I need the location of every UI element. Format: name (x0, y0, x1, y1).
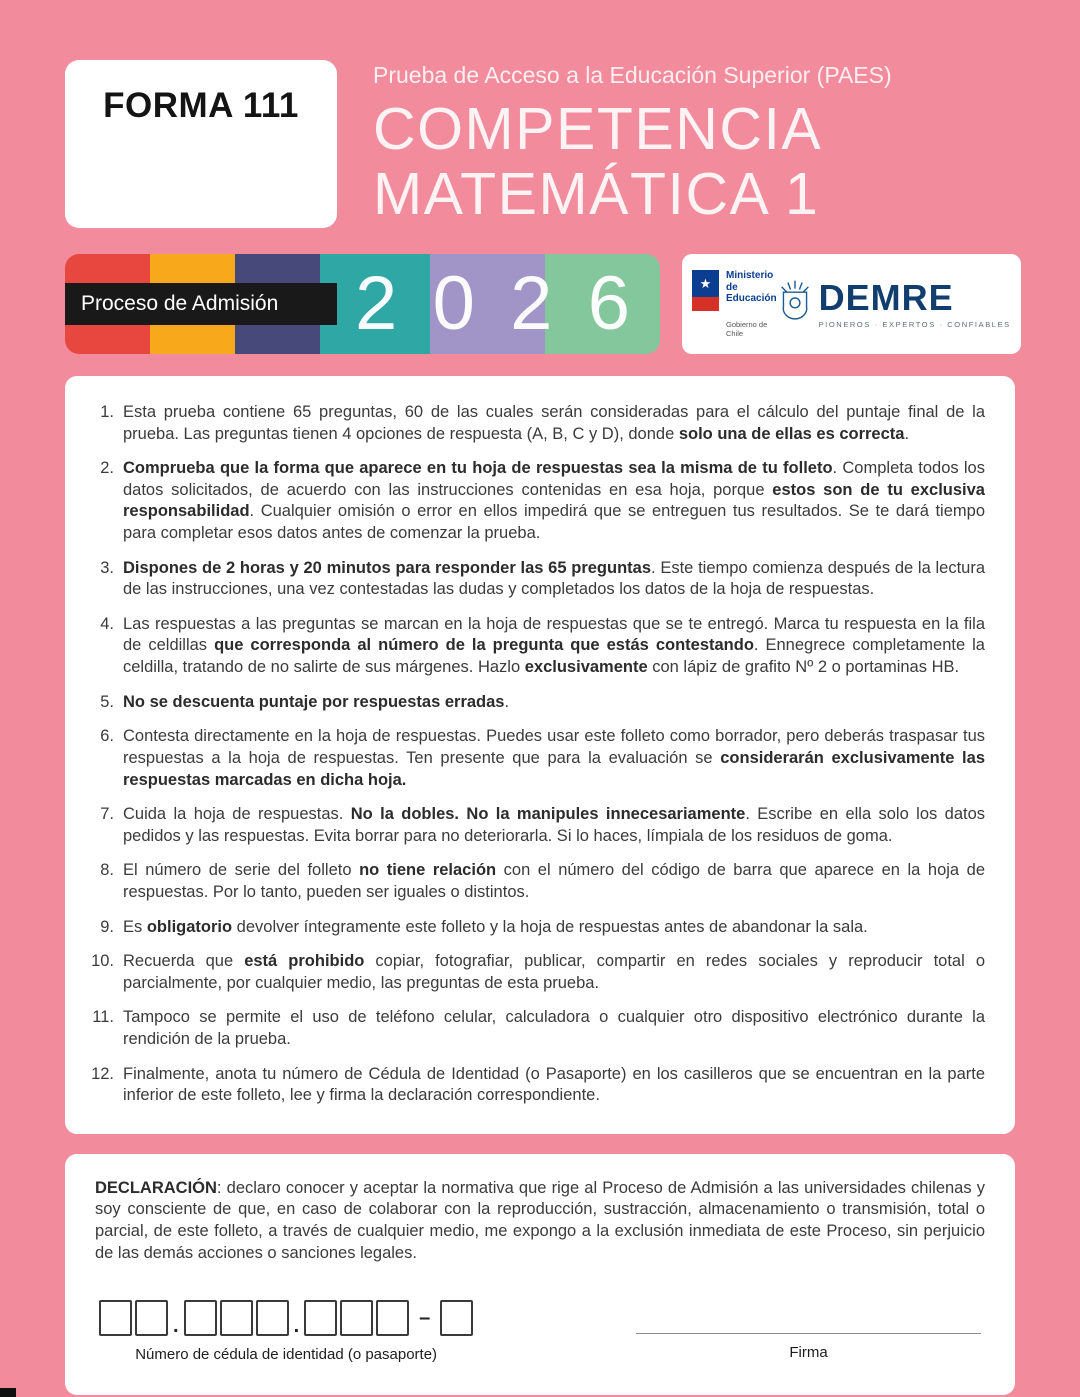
instruction-text (123, 402, 985, 445)
instruction-number: 4. (100, 614, 114, 633)
instruction-item (89, 1064, 985, 1107)
instruction-text (123, 614, 985, 679)
logos-box (682, 254, 1021, 354)
instructions-list (89, 402, 985, 1107)
text-segment: Recuerda que (123, 952, 245, 971)
instruction-item (89, 860, 985, 903)
admission-process-bar (65, 283, 337, 325)
text-segment: exclusivamente (524, 658, 648, 677)
instruction-number: 5. (100, 692, 114, 711)
instruction-number: 8. (100, 861, 114, 880)
id-area (99, 1300, 473, 1365)
title-block (373, 60, 892, 227)
instructions-panel (65, 376, 1015, 1134)
text-segment: : declaro conocer y aceptar la normativa que rige al Proceso de Admisión a las universidades chilenas y soy consciente de que, en caso de colaborar con la reproducción, sustracción, almacenamiento o transmisión, total o parcial, de este folleto, a través de cualquier medio, me expongo a la exclusión inmediata de este Proceso, sin perjuicio de las demás acciones o sanciones legales. (95, 1178, 985, 1262)
demre-logo (777, 278, 1011, 331)
admission-process-label: Proceso de Admisión (81, 292, 279, 315)
instruction-text (123, 917, 985, 939)
declaration-text (95, 1178, 985, 1264)
text-segment: Cuida la hoja de respuestas. (123, 805, 351, 824)
instruction-text (123, 804, 985, 847)
text-segment: . (904, 424, 910, 443)
banner-row (65, 254, 1015, 354)
instruction-number: 1. (100, 403, 114, 421)
id-separator: . (293, 1315, 300, 1338)
text-segment: . Completa todos los datos solicitados, de acuerdo con las instrucciones contenidas en esa hoja, porque (123, 459, 985, 499)
print-registration-mark (0, 1388, 16, 1397)
instruction-item (89, 1007, 985, 1050)
text-segment: Dispones de 2 horas y 20 minutos para responder las 65 preguntas (123, 558, 652, 577)
text-segment: Las respuestas a las preguntas se marcan en la hoja de respuestas que se te entregó. Marca tu respuesta en la fila de celdillas (123, 614, 985, 655)
id-digit-box[interactable] (340, 1300, 373, 1336)
id-digit-box[interactable] (99, 1300, 132, 1336)
instruction-number: 3. (100, 558, 114, 577)
mineduc-subtitle: Gobierno de Chile (726, 320, 768, 339)
instruction-number: 6. (100, 727, 114, 746)
instruction-text (123, 726, 985, 791)
instruction-text (123, 1064, 985, 1107)
id-digit-box[interactable] (184, 1300, 217, 1336)
instruction-item (89, 951, 985, 994)
title-line-1: COMPETENCIA (373, 96, 823, 162)
signature-line[interactable] (636, 1333, 981, 1334)
declaration-panel (65, 1154, 1015, 1395)
instruction-number: 11. (92, 1008, 114, 1027)
text-segment: . Este tiempo comienza después de la lectura de las instrucciones, una vez contestadas las dudas y completados los datos de la hoja de respuestas. (123, 558, 986, 599)
id-separator: – (419, 1307, 431, 1330)
text-segment: está prohibido (244, 952, 365, 971)
instruction-item (89, 917, 985, 939)
text-segment: considerarán exclusivamente las respuestas marcadas en dicha hoja. (123, 748, 985, 789)
year-digit: 6 (587, 261, 630, 346)
instruction-number: 12. (91, 1064, 114, 1083)
text-segment: Esta prueba contiene 65 preguntas, 60 de las cuales serán consideradas para el cálculo del puntaje final de la prueba. Las preguntas tienen 4 opciones de respuesta (A, B, C y D), donde (123, 403, 985, 443)
id-digit-box[interactable] (220, 1300, 253, 1336)
text-segment: Contesta directamente en la hoja de respuestas. Puedes usar este folleto como borrador, pero deberás traspasar tus respuestas a la hoja de respuestas. Ten presente que para la evaluación se (123, 727, 985, 767)
instruction-number: 10. (91, 952, 114, 971)
text-segment: No se descuenta puntaje por respuestas erradas (123, 692, 505, 711)
id-digit-box[interactable] (440, 1300, 473, 1336)
instruction-item (89, 614, 985, 679)
mineduc-logo (692, 270, 777, 338)
text-segment: con el número del código de barra que aparece en la hoja de respuestas. Por lo tanto, pueden ser iguales o distintos. (123, 861, 985, 901)
text-segment: . Ennegrece completamente la celdilla, tratando de no salirte de sus márgenes. Hazlo (123, 636, 985, 677)
text-segment: Es (123, 917, 147, 936)
paes-subtitle: Prueba de Acceso a la Educación Superior (PAES) (373, 62, 892, 88)
instruction-item (89, 402, 985, 445)
text-segment: . Cualquier omisión o error en ellos impedirá que se entreguen tus resultados. Se te dará tiempo para completar esos datos antes de comenzar la prueba. (123, 502, 985, 543)
demre-name: DEMRE (818, 276, 954, 318)
text-segment: . Escribe en ella solo los datos pedidos y las respuestas. Evita borrar para no deteriorarla. Si lo haces, límpiala de los residuos de goma. (123, 805, 986, 845)
instruction-text (123, 1007, 985, 1050)
text-segment: Tampoco se permite el uso de teléfono celular, calculadora o cualquier otro dispositivo electrónico durante la rendición de la prueba. (123, 1008, 985, 1049)
text-segment: . (504, 692, 510, 711)
instruction-item (89, 726, 985, 791)
text-segment: solo una de ellas es correcta (678, 424, 905, 443)
title-line-2: MATEMÁTICA 1 (373, 160, 820, 227)
flag-red-band (692, 297, 719, 311)
text-segment: Finalmente, anota tu número de Cédula de Identidad (o Pasaporte) en los casilleros que se encuentran en la parte inferior de este folleto, lee y firma la declaración correspondiente. (123, 1064, 985, 1105)
signature-area (636, 1333, 981, 1365)
signature-label: Firma (789, 1344, 828, 1362)
text-segment: no tiene relación (359, 861, 497, 880)
forma-label: FORMA 111 (103, 86, 299, 125)
instruction-text (123, 860, 985, 903)
year-digit: 2 (355, 261, 398, 346)
fill-row (95, 1300, 985, 1365)
header (65, 60, 1015, 228)
id-boxes (99, 1300, 473, 1336)
banner-strip (65, 254, 660, 354)
mineduc-name-line1: Ministerio de (726, 269, 774, 293)
text-segment: DECLARACIÓN (95, 1178, 217, 1197)
year-digit: 2 (510, 261, 553, 346)
demre-tagline: PIONEROS · EXPERTOS · CONFIABLES (818, 319, 1011, 329)
mineduc-text (726, 270, 777, 338)
instruction-text (123, 951, 985, 994)
demre-emblem-icon (777, 278, 813, 331)
text-segment: devolver íntegramente este folleto y la hoja de respuestas antes de abandonar la sala. (232, 917, 868, 936)
instruction-text (123, 558, 985, 601)
year-digits (333, 254, 652, 354)
id-number-label: Número de cédula de identidad (o pasaporte) (135, 1346, 438, 1364)
text-segment: con lápiz de grafito Nº 2 o portaminas HB. (647, 658, 960, 677)
page-title (373, 97, 892, 227)
instruction-item (89, 458, 985, 544)
id-separator: . (173, 1315, 179, 1338)
instruction-item (89, 804, 985, 847)
flag-star-icon: ★ (692, 270, 719, 297)
instruction-number: 2. (100, 459, 114, 478)
demre-text (818, 276, 1011, 329)
text-segment: copiar, fotografiar, publicar, compartir en redes sociales y reproducir total o parcialmente, por cualquier medio, las preguntas de esta prueba. (123, 952, 985, 992)
id-digit-box[interactable] (256, 1300, 289, 1336)
mineduc-name-line2: Educación (726, 293, 777, 305)
instruction-text (123, 692, 985, 714)
instruction-item (89, 692, 985, 714)
text-segment: que corresponda al número de la pregunta que estás contestando (214, 636, 754, 655)
text-segment: El número de serie del folleto (123, 861, 360, 880)
instruction-text (123, 458, 985, 544)
forma-box (65, 60, 337, 228)
text-segment: estos son de tu exclusiva responsabilidad (123, 480, 985, 521)
text-segment: obligatorio (146, 917, 233, 936)
chile-flag-icon (692, 270, 719, 311)
instruction-number: 9. (100, 917, 114, 936)
instruction-item (89, 558, 985, 601)
id-digit-box[interactable] (304, 1300, 337, 1336)
text-segment: Comprueba que la forma que aparece en tu hoja de respuestas sea la misma de tu folleto (123, 459, 833, 478)
instruction-number: 7. (100, 805, 114, 824)
id-digit-box[interactable] (135, 1300, 168, 1336)
text-segment: No la dobles. No la manipules innecesariamente (350, 805, 746, 824)
year-digit: 0 (432, 261, 475, 346)
id-digit-box[interactable] (376, 1300, 409, 1336)
